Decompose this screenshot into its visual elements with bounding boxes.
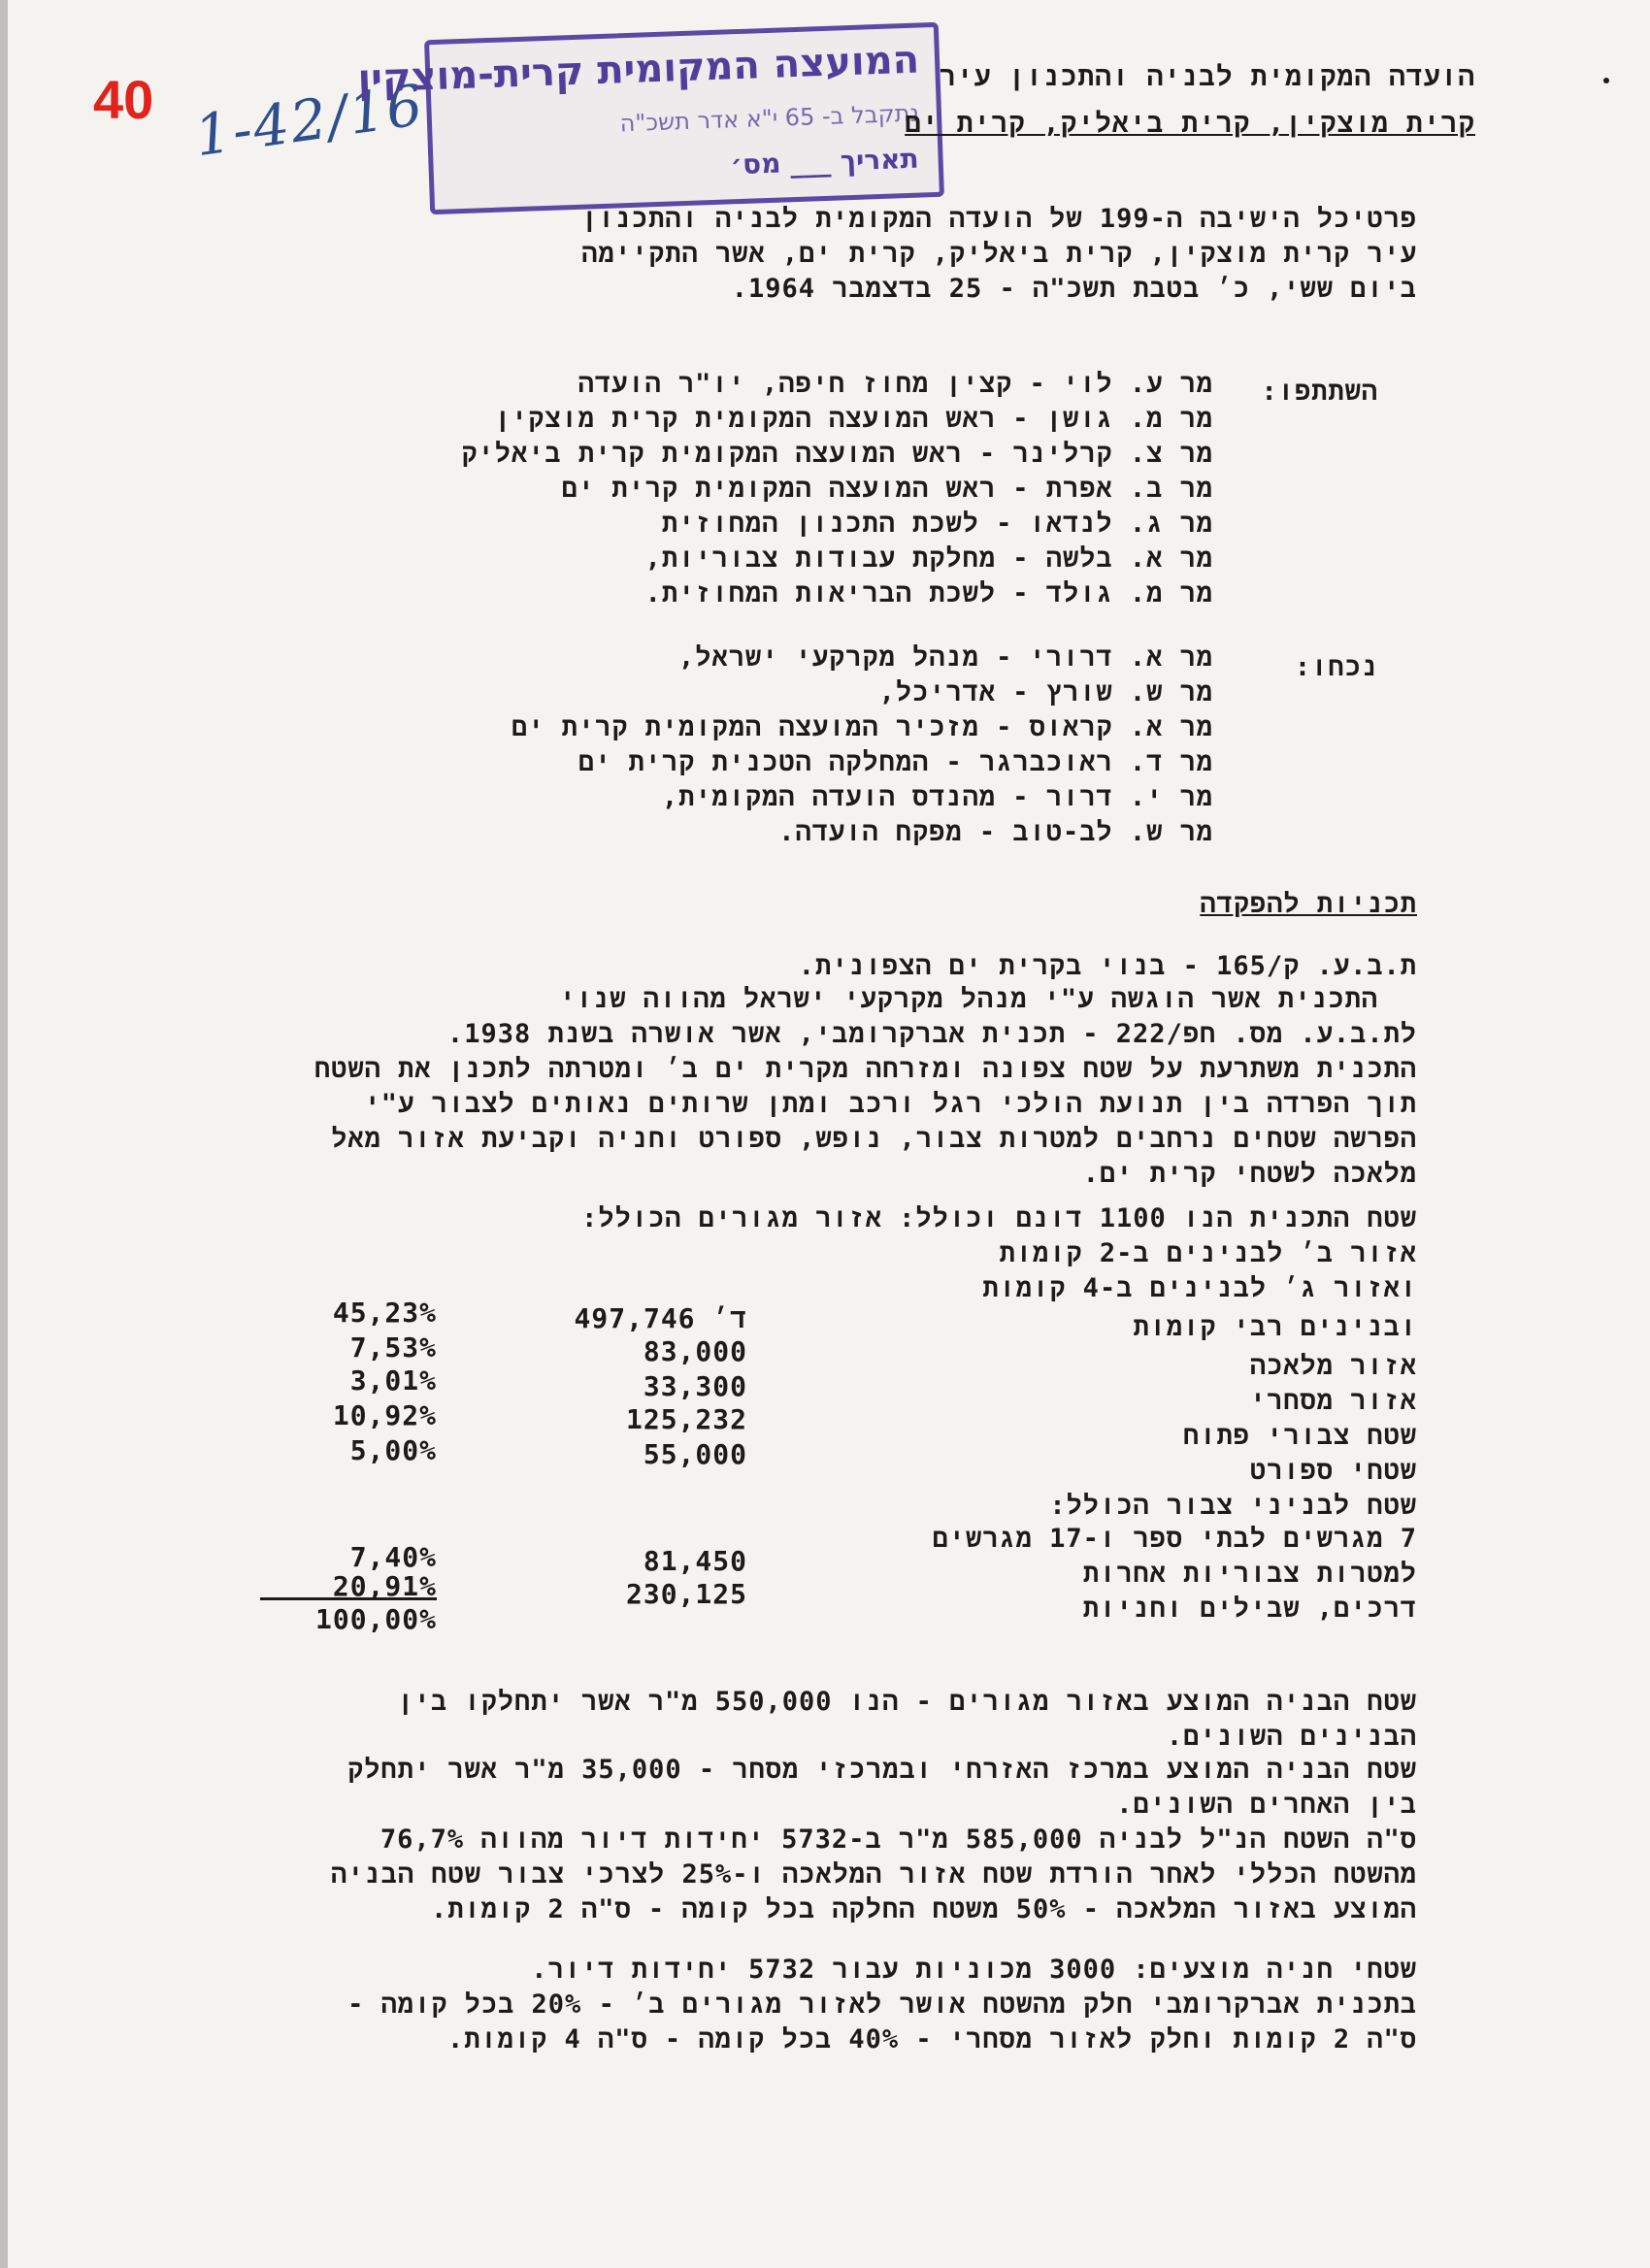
area-row-label: שטחי ספורט: [1249, 1456, 1417, 1486]
participant-row: מר א. בלשה - מחלקת עבודות צבוריות,: [644, 543, 1213, 574]
present-row: מר ש. לב-טוב - מפקח הועדה.: [778, 817, 1213, 847]
present-row: מר א. קראוס - מזכיר המועצה המקומית קרית ים: [511, 712, 1213, 742]
area-row-label: למטרות צבוריות אחרות: [1082, 1559, 1417, 1589]
area-row-amount: 125,232: [625, 1403, 747, 1435]
area-intro: שטח התכנית הנו 1100 דונם וכולל: אזור מגורים הכולל:: [581, 1203, 1417, 1233]
area-row-amount: 230,125: [625, 1578, 747, 1610]
plan-title: ת.ב.ע. ק/165 - בנוי בקרית ים הצפונית.: [798, 951, 1417, 981]
participant-row: מר מ. גולד - לשכת הבריאות המחוזית.: [644, 578, 1213, 608]
public-intro: שטח לבניני צבור הכולל:: [1049, 1491, 1417, 1521]
participant-row: מר ב. אפרת - ראש המועצה המקומית קרית ים: [561, 474, 1213, 504]
area-row-percent: 3,01%: [349, 1364, 437, 1397]
plan-paragraph-line: לת.ב.ע. מס. חפ/222 - תכנית אברקרומבי, אשר אושרה בשנת 1938.: [446, 1019, 1417, 1049]
area-row-percent: 45,23%: [332, 1297, 437, 1329]
area-row-label: שטח צבורי פתוח: [1183, 1421, 1417, 1451]
area-sub-line: ואזור ג׳ לבנינים ב-4 קומות: [982, 1273, 1417, 1303]
area-row-amount: 55,000: [643, 1438, 747, 1470]
area-row-amount: 81,450: [643, 1545, 747, 1577]
total-rule: [260, 1597, 437, 1600]
area-row-percent: 7,53%: [349, 1331, 437, 1364]
scan-edge-shadow: [0, 0, 16, 2268]
participant-row: מר מ. גושן - ראש המועצה המקומית קרית מוצקין: [494, 404, 1213, 434]
total-percent: 100,00%: [314, 1603, 437, 1635]
building-line: ס"ה השטח הנ"ל לבניה 585,000 מ"ר ב-5732 יחידות דיור מהווה 76,7%: [380, 1824, 1417, 1855]
margin-mark: [1603, 78, 1609, 83]
header-line-1: הועדה המקומית לבניה והתכנון עיר: [939, 60, 1475, 92]
public-sub-line: 7 מגרשים לבתי ספר ו-17 מגרשים: [932, 1524, 1417, 1554]
building-line: מהשטח הכללי לאחר הורדת שטח אזור המלאכה ו-25% לצרכי צבור שטח הבניה: [331, 1859, 1417, 1890]
area-row-percent: 10,92%: [332, 1399, 437, 1431]
building-line: שטח הבניה המוצע באזור מגורים - הנו 550,000 מ"ר אשר יתחלקו בין: [397, 1687, 1417, 1717]
intro-line-3: ביום ששי, כ׳ בטבת תשכ"ה - 25 בדצמבר 1964.: [731, 274, 1417, 304]
plan-paragraph-line: הפרשה שטחים נרחבים למטרות צבור, נופש, ספורט וחניה וקביעת אזור מאל: [331, 1124, 1417, 1154]
area-row-label: דרכים, שבילים וחניות: [1082, 1594, 1417, 1624]
intro-line-2: עיר קרית מוצקין, קרית ביאליק, קרית ים, אשר התקיימה: [581, 239, 1417, 269]
present-row: מר א. דרורי - מנהל מקרקעי ישראל,: [678, 642, 1213, 673]
area-row-amount: 497,746 ד׳: [574, 1302, 747, 1334]
present-row: מר ד. ראוכברגר - המחלקה הטכנית קרית ים: [578, 747, 1213, 777]
area-sub-line: אזור ב׳ לבנינים ב-2 קומות: [999, 1238, 1417, 1268]
stamp-received-date: נתקבל ב- 65 י"א אדר תשכ"ה: [619, 99, 920, 138]
intro-line-1: פרטיכל הישיבה ה-199 של הועדה המקומית לבניה והתכנון: [581, 204, 1417, 234]
area-row-label: אזור מלאכה: [1249, 1351, 1417, 1381]
participant-row: מר ע. לוי - קצין מחוז חיפה, יו"ר הועדה: [578, 369, 1213, 399]
plan-paragraph-line: מלאכה לשטחי קרית ים.: [1082, 1159, 1417, 1189]
plan-paragraph-line: תוך הפרדה בין תנועת הולכי רגל ורכב ומתן שרותים נאותים לצבור ע"י: [364, 1089, 1417, 1119]
area-row-amount: 33,300: [643, 1370, 747, 1402]
header-line-2: קרית מוצקין, קרית ביאליק, קרית ים: [905, 107, 1475, 139]
participants-title: השתתפו:: [1261, 377, 1378, 407]
participant-row: מר צ. קרלינר - ראש המועצה המקומית קרית ביאליק: [461, 439, 1213, 469]
stamp-council-name: המועצה המקומית קרית-מוצקין: [356, 37, 920, 102]
plan-paragraph-line: התכנית אשר הוגשה ע"י מנהל מקרקעי ישראל מהווה שנוי: [559, 984, 1378, 1014]
area-row-label: אזור מסחרי: [1249, 1386, 1417, 1416]
parking-line: שטחי חניה מוצעים: 3000 מכוניות עבור 5732 יחידות דיור.: [531, 1955, 1417, 1985]
area-row-percent: 20,91%: [332, 1570, 437, 1602]
building-line: בין האחרים השונים.: [1116, 1790, 1417, 1820]
present-title: נכחו:: [1294, 652, 1378, 682]
parking-line: ס"ה 2 קומות וחלק לאזור מסחרי - 40% בכל קומה - ס"ה 4 קומות.: [446, 2024, 1417, 2054]
present-row: מר י. דרור - מהנדס הועדה המקומית,: [661, 782, 1213, 812]
present-row: מר ש. שורץ - אדריכל,: [878, 677, 1213, 707]
area-row-percent: 5,00%: [349, 1434, 437, 1466]
building-line: הבנינים השונים.: [1166, 1722, 1417, 1752]
page-number: 40: [93, 69, 154, 130]
area-row-percent: 7,40%: [349, 1541, 437, 1573]
handwritten-note: 1-42/16: [190, 71, 429, 170]
building-line: המוצע באזור המלאכה - 50% משטח החלקה בכל קומה - ס"ה 2 קומות.: [430, 1894, 1417, 1924]
area-row-amount: 83,000: [643, 1335, 747, 1367]
section-title: תכניות להפקדה: [1200, 889, 1417, 919]
building-line: שטח הבניה המוצע במרכז האזרחי ובמרכזי מסחר - 35,000 מ"ר אשר יתחלק: [347, 1755, 1417, 1785]
stamp-date-field: תאריך ___ מס׳: [730, 142, 920, 181]
participant-row: מר ג. לנדאו - לשכת התכנון המחוזית: [661, 509, 1213, 539]
parking-line: בתכנית אברקרומבי חלק מהשטח אושר לאזור מגורים ב׳ - 20% בכל קומה -: [347, 1989, 1417, 2020]
area-row-label: ובנינים רבי קומות: [1133, 1312, 1417, 1342]
council-stamp: [356, 22, 944, 214]
plan-paragraph-line: התכנית משתרעת על שטח צפונה ומזרחה מקרית ים ב׳ ומטרתה לתכנן את השטח: [314, 1054, 1417, 1084]
